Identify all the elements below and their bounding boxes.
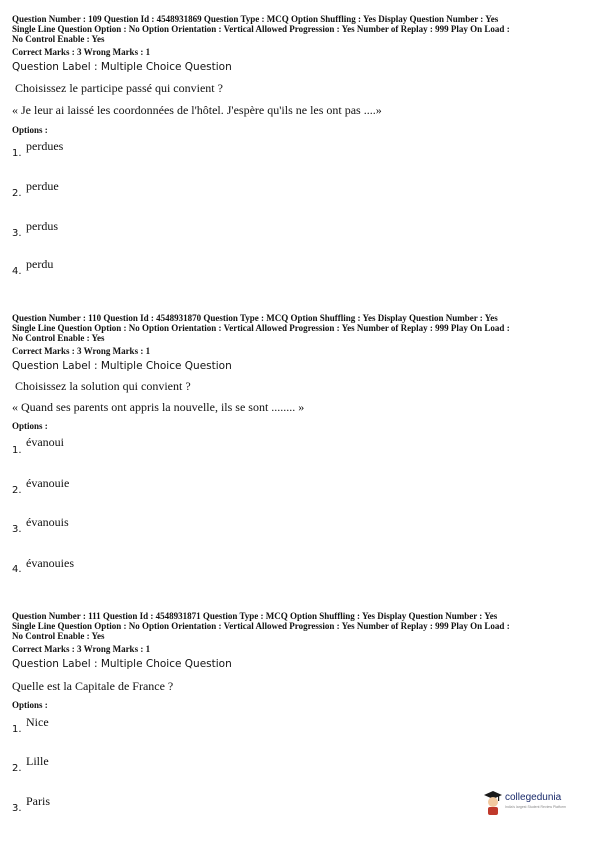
option-number: 2. <box>12 485 22 496</box>
option-number: 3. <box>12 524 22 535</box>
option-text: perdus <box>26 219 58 233</box>
option-number: 1. <box>12 148 22 159</box>
option-number: 3. <box>12 803 22 814</box>
question-meta-line: Question Number : 111 Question Id : 4548931871 Question Type : MCQ Option Shuffling : Yes Display Question Number : Yes <box>12 611 498 621</box>
collegedunia-logo <box>483 788 573 818</box>
question-meta-line: Single Line Question Option : No Option Orientation : Vertical Allowed Progression : Yes Number of Replay : 999 Play On Load : <box>12 24 510 34</box>
logo-tagline: India's largest Student Review Platform <box>505 805 566 809</box>
option-number: 3. <box>12 228 22 239</box>
question-label: Question Label : Multiple Choice Question <box>12 61 232 73</box>
marks-line: Correct Marks : 3 Wrong Marks : 1 <box>12 644 151 654</box>
question-text: « Je leur ai laissé les coordonnées de l'hôtel. J'espère qu'ils ne les ont pas ....» <box>12 103 382 117</box>
question-meta-line: No Control Enable : Yes <box>12 333 105 343</box>
question-meta-line: Question Number : 110 Question Id : 4548931870 Question Type : MCQ Option Shuffling : Yes Display Question Number : Yes <box>12 313 498 323</box>
question-meta-line: Question Number : 109 Question Id : 4548931869 Question Type : MCQ Option Shuffling : Yes Display Question Number : Yes <box>12 14 499 24</box>
question-meta-line: Single Line Question Option : No Option Orientation : Vertical Allowed Progression : Yes Number of Replay : 999 Play On Load : <box>12 621 510 631</box>
question-text: Choisissez la solution qui convient ? <box>15 379 191 393</box>
option-number: 1. <box>12 724 22 735</box>
question-label: Question Label : Multiple Choice Question <box>12 658 232 670</box>
option-number: 1. <box>12 445 22 456</box>
option-text: Paris <box>26 794 50 808</box>
graduate-mascot-icon <box>483 788 503 816</box>
option-number: 2. <box>12 763 22 774</box>
option-text: Nice <box>26 715 49 729</box>
question-meta-line: Single Line Question Option : No Option Orientation : Vertical Allowed Progression : Yes Number of Replay : 999 Play On Load : <box>12 323 510 333</box>
marks-line: Correct Marks : 3 Wrong Marks : 1 <box>12 47 151 57</box>
options-heading: Options : <box>12 700 48 710</box>
option-text: perdu <box>26 257 54 271</box>
marks-line: Correct Marks : 3 Wrong Marks : 1 <box>12 346 151 356</box>
question-meta-line: No Control Enable : Yes <box>12 631 105 641</box>
option-text: évanouis <box>26 515 69 529</box>
options-heading: Options : <box>12 421 48 431</box>
option-text: évanoui <box>26 435 64 449</box>
question-text: Choisissez le participe passé qui convient ? <box>15 81 223 95</box>
question-meta-line: No Control Enable : Yes <box>12 34 105 44</box>
logo-wordmark: collegedunia <box>505 792 562 803</box>
option-text: évanouies <box>26 556 74 570</box>
option-text: perdues <box>26 139 64 153</box>
options-heading: Options : <box>12 125 48 135</box>
question-text: « Quand ses parents ont appris la nouvelle, ils se sont ........ » <box>12 400 305 414</box>
option-number: 4. <box>12 564 22 575</box>
option-number: 4. <box>12 266 22 277</box>
question-label: Question Label : Multiple Choice Question <box>12 360 232 372</box>
question-text: Quelle est la Capitale de France ? <box>12 679 174 693</box>
option-text: évanouie <box>26 476 70 490</box>
option-number: 2. <box>12 188 22 199</box>
option-text: Lille <box>26 754 49 768</box>
option-text: perdue <box>26 179 59 193</box>
